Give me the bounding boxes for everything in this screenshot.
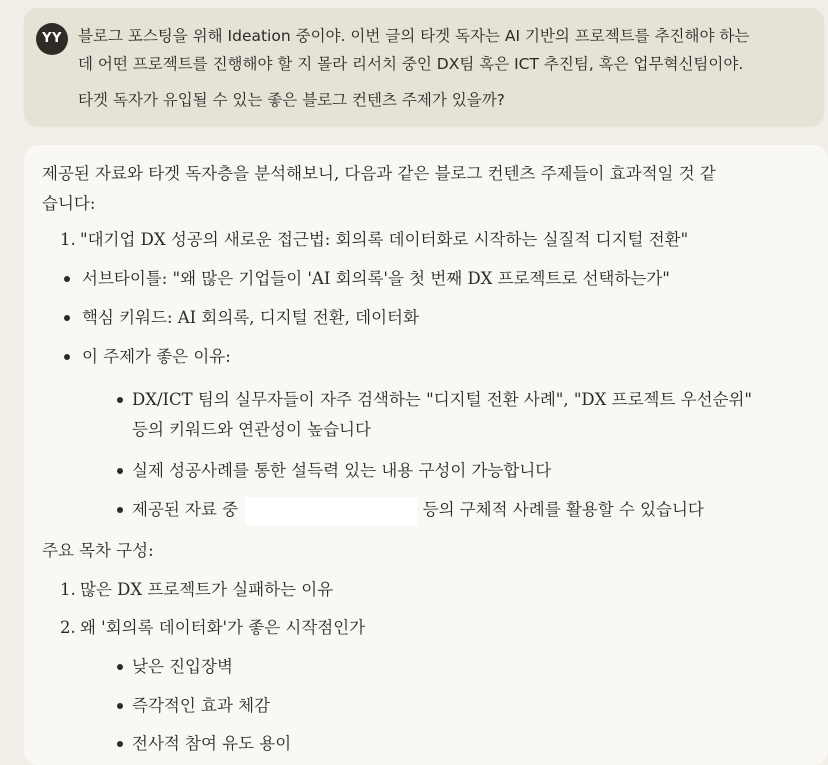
toc-heading [42, 531, 808, 571]
reason-line: DX/ICT 팀의 실무자들이 자주 검색하는 "디지털 전환 사례", "DX 프로젝트 우선순위" [132, 390, 753, 409]
bullet-icon [64, 315, 70, 321]
user-avatar: YY [36, 23, 68, 55]
intro-line: 제공된 자료와 타겟 독자층을 분석해보니, 다음과 같은 블로그 컨텐츠 주제들이 효과적일 것 같 [42, 164, 716, 183]
topic-reason-label-item [42, 337, 808, 377]
bullet-icon [64, 276, 70, 282]
intro-line: 습니다: [42, 194, 96, 213]
user-message-line: 블로그 포스팅을 위해 Ideation 중이야. 이번 글의 타겟 독자는 AI 기반의 프로젝트를 추진해야 하는 [78, 27, 750, 45]
topic-item [42, 221, 808, 259]
bullet-icon [117, 741, 123, 747]
reason-line: 등의 키워드와 연관성이 높습니다 [132, 420, 371, 439]
bullet-icon [117, 468, 123, 474]
bullet-icon [117, 507, 123, 513]
reason-item [42, 451, 808, 491]
toc-sub-text: 즉각적인 효과 체감 [132, 696, 271, 715]
toc-sub-item [42, 725, 808, 763]
user-message-line: 데 어떤 프로젝트를 진행해야 할 지 몰라 리서치 중인 DX팀 혹은 ICT 추진팀, 혹은 업무혁신팀이야. [78, 55, 744, 73]
reason-item [42, 377, 808, 449]
toc-item-text: 왜 '회의록 데이터화'가 좋은 시작점인가 [80, 618, 366, 637]
assistant-response [24, 145, 828, 765]
bullet-icon [64, 354, 70, 360]
reason-line-suffix: 등의 구체적 사례를 활용할 수 있습니다 [422, 500, 704, 519]
bullet-icon [117, 664, 123, 670]
reason-item [42, 491, 808, 529]
reason-line-prefix: 제공된 자료 중 [132, 500, 239, 519]
topic-title: "대기업 DX 성공의 새로운 접근법: 회의록 데이터화로 시작하는 실질적 디지털 전환" [80, 230, 689, 249]
bullet-icon [117, 703, 123, 709]
user-message-line: 타겟 독자가 유입될 수 있는 좋은 블로그 컨텐츠 주제가 있을까? [78, 91, 505, 109]
topic-keywords-item [42, 299, 808, 337]
toc-item [42, 609, 808, 647]
list-number: 2. [60, 618, 76, 637]
topic-reason-label: 이 주제가 좋은 이유: [82, 347, 231, 366]
list-number: 1. [60, 230, 76, 249]
toc-label: 주요 목차 구성: [42, 541, 154, 560]
toc-item [42, 571, 808, 609]
topic-keywords: 핵심 키워드: AI 회의록, 디지털 전환, 데이터화 [82, 308, 419, 327]
toc-sub-text: 낮은 진입장벽 [132, 657, 233, 676]
toc-sub-text: 전사적 참여 유도 용이 [132, 734, 292, 753]
redacted-text [245, 497, 417, 525]
toc-sub-item [42, 647, 808, 687]
topic-subtitle: 서브타이틀: "왜 많은 기업들이 'AI 회의록'을 첫 번째 DX 프로젝트로 선택하는가" [82, 269, 670, 288]
intro-paragraph [42, 159, 808, 219]
bullet-icon [117, 397, 123, 403]
user-message-bubble [24, 8, 824, 126]
reason-line: 실제 성공사례를 통한 설득력 있는 내용 구성이 가능합니다 [132, 461, 552, 480]
toc-item-text: 많은 DX 프로젝트가 실패하는 이유 [80, 580, 334, 599]
list-number: 1. [60, 580, 76, 599]
topic-subtitle-item [42, 259, 808, 299]
toc-sub-item [42, 687, 808, 725]
